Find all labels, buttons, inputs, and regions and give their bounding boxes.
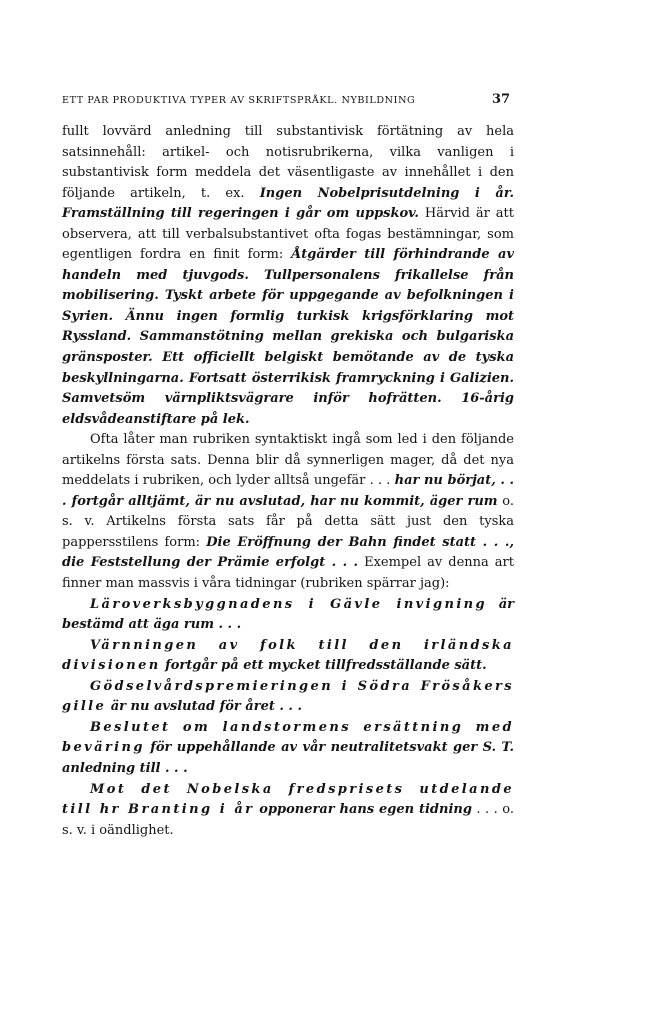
example-5-continuation: opponerar hans egen tidning (254, 802, 472, 818)
page-number: 37 (492, 92, 511, 107)
example-4-continuation: för uppehållande av vår neutralitetsvakt ger S. T. anledning till . . . (62, 740, 514, 776)
running-title: ETT PAR PRODUKTIVA TYPER AV SKRIFTSPRÅKL. NYBILDNING (62, 95, 416, 106)
para2-text-a: Ofta låter man rubriken syntaktiskt ingå som led i den följande artikelns första sats. Denna blir då synnerligen mager, då det nya meddelats i rubriken, och lyder alltså ungefär . . . (62, 432, 514, 489)
para1-headline-examples-b: Åtgärder till förhindrande av handeln med tjuvgods. Tullpersonalens frikallelse från mobilisering. Tyskt arbete för uppgegande av befolkningen i Syrien. Ännu ingen formlig turkisk krigsförklaring mot Ryssland. Sammanstötning mellan grekiska och bulgariska gränsposter. Ett officiellt belgiskt bemötande av de tyska beskyllningarna. Fortsatt österrikisk framryckning i Galizien. Samvetsöm värnpliktsvägrare inför hofrätten. 16-årig eldsvådeanstiftare på lek. (62, 247, 514, 427)
example-5 (62, 780, 514, 842)
example-4-headline: Beslutet om landstormens ersättning med beväring (62, 719, 514, 756)
para2-phrases: har nu börjat, . . . fortgår alltjämt, är nu avslutad, har nu kommit, äger rum (62, 473, 514, 509)
example-4 (62, 718, 514, 780)
para1-text-a: fullt lovvärd anledning till substantivisk förtätning av hela satsinnehåll: artikel- och notisrubrikerna, vilka vanligen i substantivisk form meddela det väsentligaste av innehållet i den följande artikeln, t. ex. (62, 124, 514, 201)
para2-text-b: o. s. v. Artikelns första sats får på detta sätt just den tyska pappersstilens form: (62, 493, 514, 550)
body-text (62, 122, 514, 841)
example-5-headline: Mot det Nobelska fredsprisets utdelande till hr Branting i år (62, 781, 514, 818)
example-1-continuation: är bestämd att äga rum . . . (62, 596, 514, 633)
example-2 (62, 636, 514, 677)
example-1-headline: Läroverksbyggnadens i Gävle invigning (90, 596, 487, 612)
example-2-headline: Värnningen av folk till den irländska divisionen (62, 637, 514, 674)
example-5-tail: . . . o. s. v. i oändlighet. (62, 802, 514, 838)
para2-text-c: Exempel av denna art finner man massvis i våra tidningar (rubriken spärrar jag): (62, 555, 514, 592)
para1-headline-examples-a: Ingen Nobelprisutdelning i år. Framställning till regeringen i går om uppskov. (62, 185, 515, 222)
paragraph-1 (62, 122, 514, 430)
example-3 (62, 677, 514, 718)
para1-text-b: Härvid är att observera, att till verbalsubstantivet ofta fogas bestämningar, som egentligen fordra en finit form: (62, 206, 514, 263)
para2-german-example: Die Eröffnung der Bahn findet statt . . ., die Feststellung der Prämie erfolgt . . . (62, 534, 514, 571)
example-3-continuation: är nu avslutad för året . . . (106, 699, 303, 715)
paragraph-2 (62, 430, 514, 594)
example-2-continuation: fortgår på ett mycket tillfredsställande sätt. (160, 658, 487, 674)
example-1 (62, 595, 514, 636)
example-3-headline: Gödselvårdspremieringen i Södra Frösåkers gille (62, 678, 514, 715)
